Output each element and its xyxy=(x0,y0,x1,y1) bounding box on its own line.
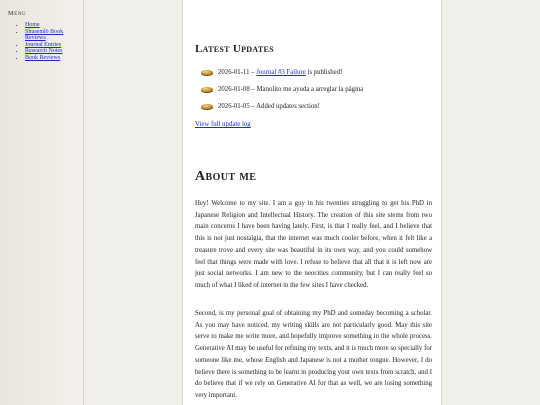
update-item xyxy=(201,64,431,81)
menu-link-shuseml-book-reviews[interactable]: Shusemlō Book Reviews xyxy=(25,28,64,42)
sidebar xyxy=(0,0,84,405)
bean-bullet-icon xyxy=(201,70,213,76)
about-me-heading: About me xyxy=(195,169,257,184)
updates-list xyxy=(201,64,431,115)
update-text: 2026-01-08 – Manolito me ayuda a arreglar la página xyxy=(218,86,364,93)
menu-link-research-notes[interactable]: Research Notes xyxy=(25,48,63,55)
update-log-container xyxy=(195,121,251,128)
menu-title: Menu xyxy=(8,10,27,17)
bean-bullet-icon xyxy=(201,104,213,110)
journal-3-link[interactable]: Journal #3 Failure xyxy=(256,69,306,76)
update-text: 2026-01-11 – Journal #3 Failure is published! xyxy=(218,69,343,76)
view-update-log-link[interactable]: View full update log xyxy=(195,121,251,128)
about-paragraph-1: Hey! Welcome to my site. I am a guy in his twenties struggling to get his PhD in Japanese Religion and Intellectual History. The creation of this site stems from two main concerns I have been having lately. First, is that I really feel, and I believe that this is not just nostalgia, that the internet was much cooler before, when it felt like a treasure trove and every site was beautiful in its own way, and you could somehow feel that things were made with love. I refuse to believe that all that it is left now are just social networks. I am new to the neocities community, but I can really feel so much of what I liked of internet in the few sites I have checked. xyxy=(195,200,432,289)
menu-link-journal-entries[interactable]: Journal Entries xyxy=(25,41,62,48)
latest-updates-heading: Latest Updates xyxy=(195,43,274,55)
menu-link-home[interactable]: Home xyxy=(25,22,40,28)
menu-item-journal xyxy=(25,42,83,49)
menu-list xyxy=(8,22,83,62)
about-paragraph-2: Second, is my personal goal of obtaining my PhD and someday becoming a scholar. As you may have noticed, my writing skills are not particularly good. May this site serve to make me write more, and hopefully improve something in the whole process. Generative AI may be useful for refining my texts, and it is much more so specially for someone like me, whose English and Japanese is not a mother tongue. However, I do believe there is something to be learnt in producing your own texts from scratch, and I do believe that if we rely on Generative AI for that as well, we are losing something very important. xyxy=(195,310,432,399)
update-item xyxy=(201,98,431,115)
menu-item-research xyxy=(25,48,83,55)
main-content xyxy=(182,0,442,405)
update-text: 2026-01-05 – Added updates section! xyxy=(218,103,320,110)
update-item xyxy=(201,81,431,98)
menu-item-home xyxy=(25,22,83,29)
menu-link-book-reviews[interactable]: Book Reviews xyxy=(25,54,61,61)
menu-item-book-reviews-shuseml xyxy=(25,29,83,42)
menu-item-book-reviews xyxy=(25,55,83,62)
bean-bullet-icon xyxy=(201,87,213,93)
